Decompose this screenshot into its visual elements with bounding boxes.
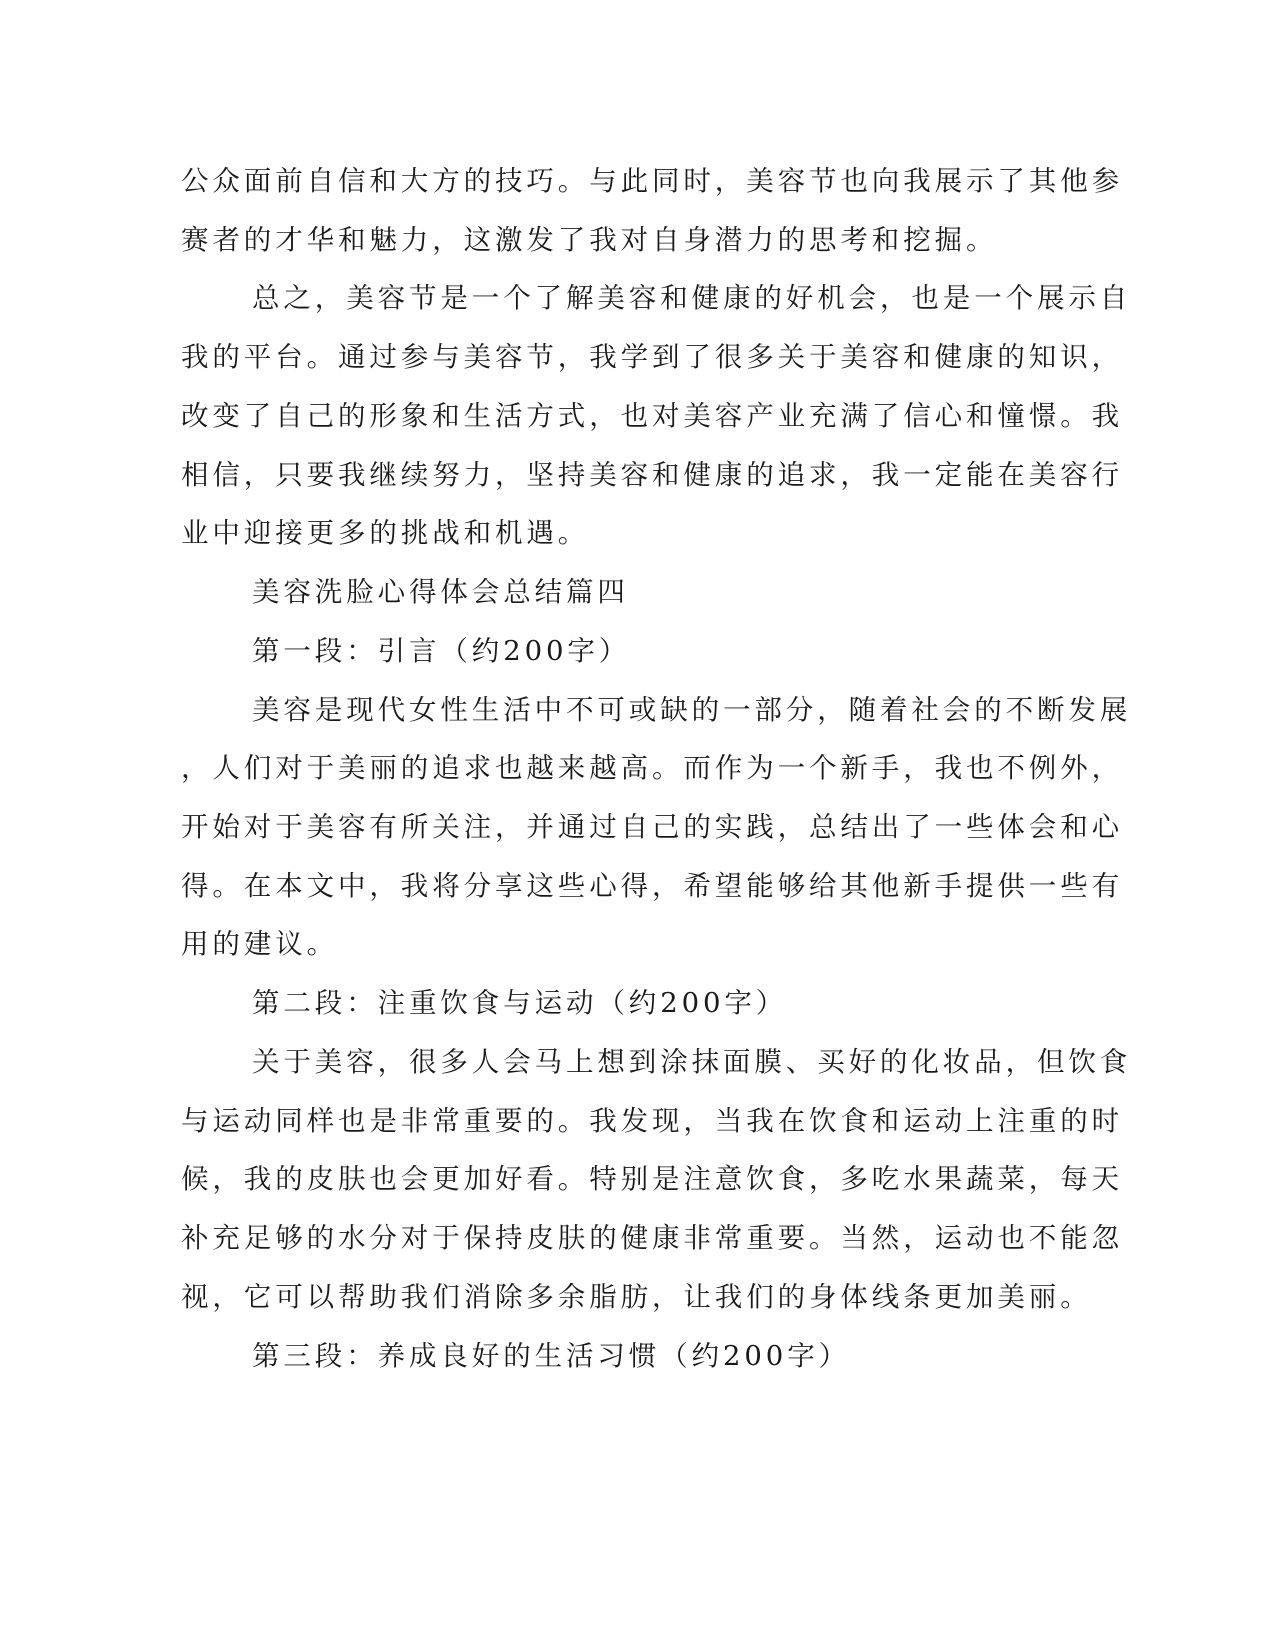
- text-line: 总之，美容节是一个了解美容和健康的好机会，也是一个展示自: [252, 282, 1132, 314]
- text-line: 得。在本文中，我将分享这些心得，希望能够给其他新手提供一些有: [181, 870, 1123, 902]
- text-line: 用的建议。: [181, 928, 338, 960]
- text-line: 关于美容，很多人会马上想到涂抹面膜、买好的化妆品，但饮食: [252, 1046, 1132, 1078]
- paragraph-heading: 第二段：注重饮食与运动（约200字）: [252, 987, 788, 1019]
- text-line: 开始对于美容有所关注，并通过自己的实践，总结出了一些体会和心: [181, 811, 1123, 843]
- text-line: 赛者的才华和魅力，这激发了我对自身潜力的思考和挖掘。: [181, 224, 998, 256]
- text-line: 候，我的皮肤也会更加好看。特别是注意饮食，多吃水果蔬菜，每天: [181, 1163, 1123, 1195]
- text-line: 美容是现代女性生活中不可或缺的一部分，随着社会的不断发展: [252, 694, 1132, 726]
- text-line: 相信，只要我继续努力，坚持美容和健康的追求，我一定能在美容行: [181, 459, 1123, 491]
- text-line: 与运动同样也是非常重要的。我发现，当我在饮食和运动上注重的时: [181, 1105, 1123, 1137]
- text-line: 我的平台。通过参与美容节，我学到了很多关于美容和健康的知识，: [181, 341, 1123, 373]
- text-line: ，人们对于美丽的追求也越来越高。而作为一个新手，我也不例外，: [181, 752, 1123, 784]
- text-line: 改变了自己的形象和生活方式，也对美容产业充满了信心和憧憬。我: [181, 400, 1123, 432]
- paragraph-heading: 第一段：引言（约200字）: [252, 635, 631, 667]
- section-heading: 美容洗脸心得体会总结篇四: [252, 576, 629, 608]
- text-line: 视，它可以帮助我们消除多余脂肪，让我们的身体线条更加美丽。: [181, 1281, 1092, 1313]
- paragraph-heading: 第三段：养成良好的生活习惯（约200字）: [252, 1340, 850, 1372]
- text-line: 补充足够的水分对于保持皮肤的健康非常重要。当然，运动也不能忽: [181, 1222, 1123, 1254]
- text-line: 公众面前自信和大方的技巧。与此同时，美容节也向我展示了其他参: [181, 165, 1123, 197]
- text-line: 业中迎接更多的挑战和机遇。: [181, 517, 590, 549]
